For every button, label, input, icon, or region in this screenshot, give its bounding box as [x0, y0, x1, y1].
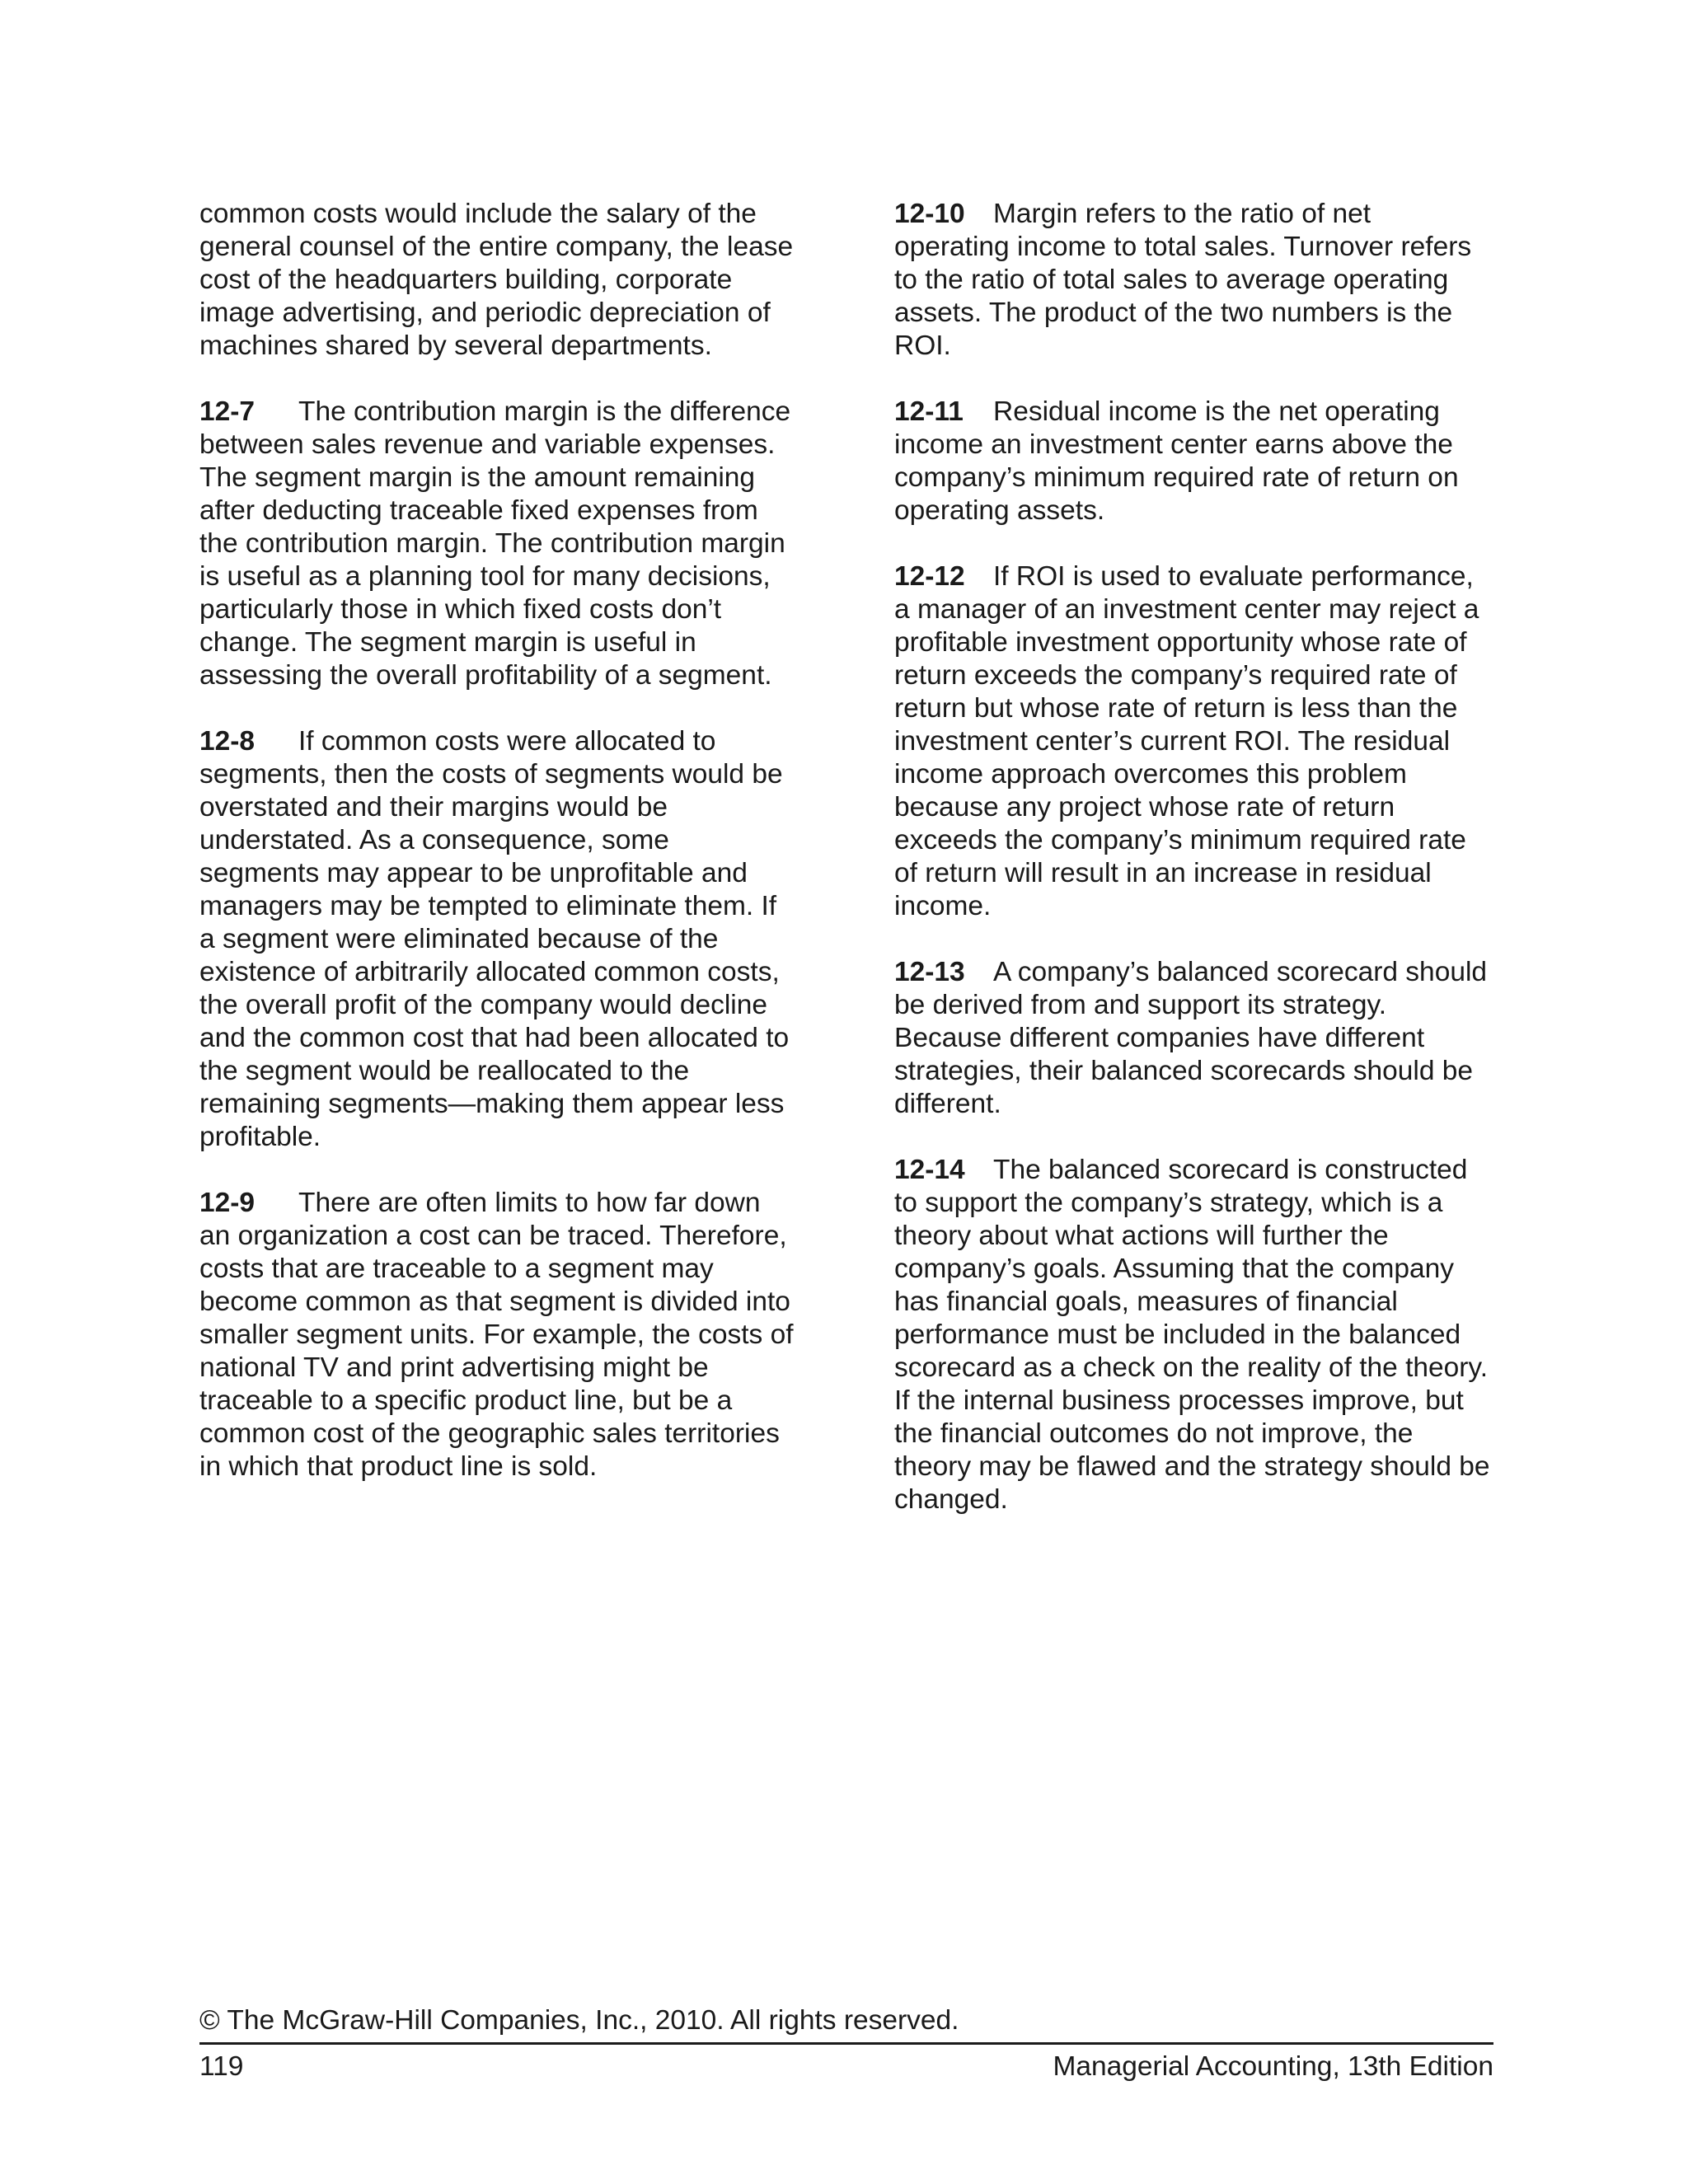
paragraph-12-8 [199, 725, 805, 1154]
paragraph-12-9 [199, 1187, 805, 1483]
book-title: Managerial Accounting, 13th Edition [1053, 2051, 1493, 2082]
paragraph-text: The balanced scorecard is constructed to support the company’s strategy, which is a theory about what actions will further the company’s goals. Assuming that the company has financial goals, measures of financial performance must be included in the balanced scorecard as a check on the reality of the theory. If the internal business processes improve, but the financial outcomes do not improve, the theory may be flawed and the strategy should be changed. [894, 1155, 1490, 1515]
page-number: 119 [199, 2051, 244, 2082]
paragraph-text: The contribution margin is the difference between sales revenue and variable expenses. The segment margin is the amount remaining after deducting traceable fixed expenses from the contribution margin. The contribution margin is useful as a planning tool for many decisions, particularly those in which fixed costs don’t change. The segment margin is useful in assessing the overall profitability of a segment. [199, 396, 791, 691]
copyright-notice: © The McGraw-Hill Companies, Inc., 2010. All rights reserved. [199, 2005, 959, 2036]
paragraph-12-12 [894, 560, 1500, 923]
footer-divider [199, 2042, 1493, 2045]
question-number: 12-13 [894, 957, 965, 987]
paragraph-12-14 [894, 1154, 1500, 1516]
left-column [199, 198, 805, 1516]
question-number: 12-14 [894, 1155, 965, 1185]
question-number: 12-9 [199, 1188, 256, 1218]
question-number: 12-11 [894, 396, 964, 427]
paragraph-text: A company’s balanced scorecard should be derived from and support its strategy. Because different companies have different strategies, their balanced scorecards should be different. [894, 957, 1488, 1119]
paragraph-12-10 [894, 198, 1500, 363]
paragraph-text: Residual income is the net operating income an investment center earns above the company’s minimum required rate of return on operating assets. [894, 396, 1459, 526]
paragraph-continuation [199, 198, 805, 363]
paragraph-text: Margin refers to the ratio of net operating income to total sales. Turnover refers to the ratio of total sales to average operating assets. The product of the two numbers is the ROI. [894, 199, 1472, 361]
right-column [894, 198, 1500, 1549]
paragraph-12-11 [894, 396, 1500, 527]
paragraph-text: common costs would include the salary of the general counsel of the entire company, the lease cost of the headquarters building, corporate image advertising, and periodic depreciation of machines shared by several departments. [199, 199, 794, 361]
paragraph-text: If ROI is used to evaluate performance, a manager of an investment center may reject a profitable investment opportunity whose rate of return exceeds the company’s required rate of return but whose rate of return is less than the investment center’s current ROI. The residual income approach overcomes this problem because any project whose rate of return exceeds the company’s minimum required rate of return will result in an increase in residual income. [894, 561, 1479, 921]
paragraph-text: If common costs were allocated to segments, then the costs of segments would be overstated and their margins would be understated. As a consequence, some segments may appear to be unprofitable and managers may be tempted to eliminate them. If a segment were eliminated because of the existence of arbitrarily allocated common costs, the overall profit of the company would decline and the common cost that had been allocated to the segment would be reallocated to the remaining segments—making them appear less profitable. [199, 726, 790, 1152]
question-number: 12-10 [894, 199, 965, 229]
paragraph-12-7 [199, 396, 805, 692]
question-number: 12-7 [199, 396, 256, 427]
paragraph-12-13 [894, 956, 1500, 1121]
paragraph-text: There are often limits to how far down an organization a cost can be traced. Therefore, costs that are traceable to a segment may become common as that segment is divided into smaller segment units. For example, the costs of national TV and print advertising might be traceable to a specific product line, but be a common cost of the geographic sales territories in which that product line is sold. [199, 1188, 794, 1482]
question-number: 12-8 [199, 726, 256, 757]
question-number: 12-12 [894, 561, 965, 592]
